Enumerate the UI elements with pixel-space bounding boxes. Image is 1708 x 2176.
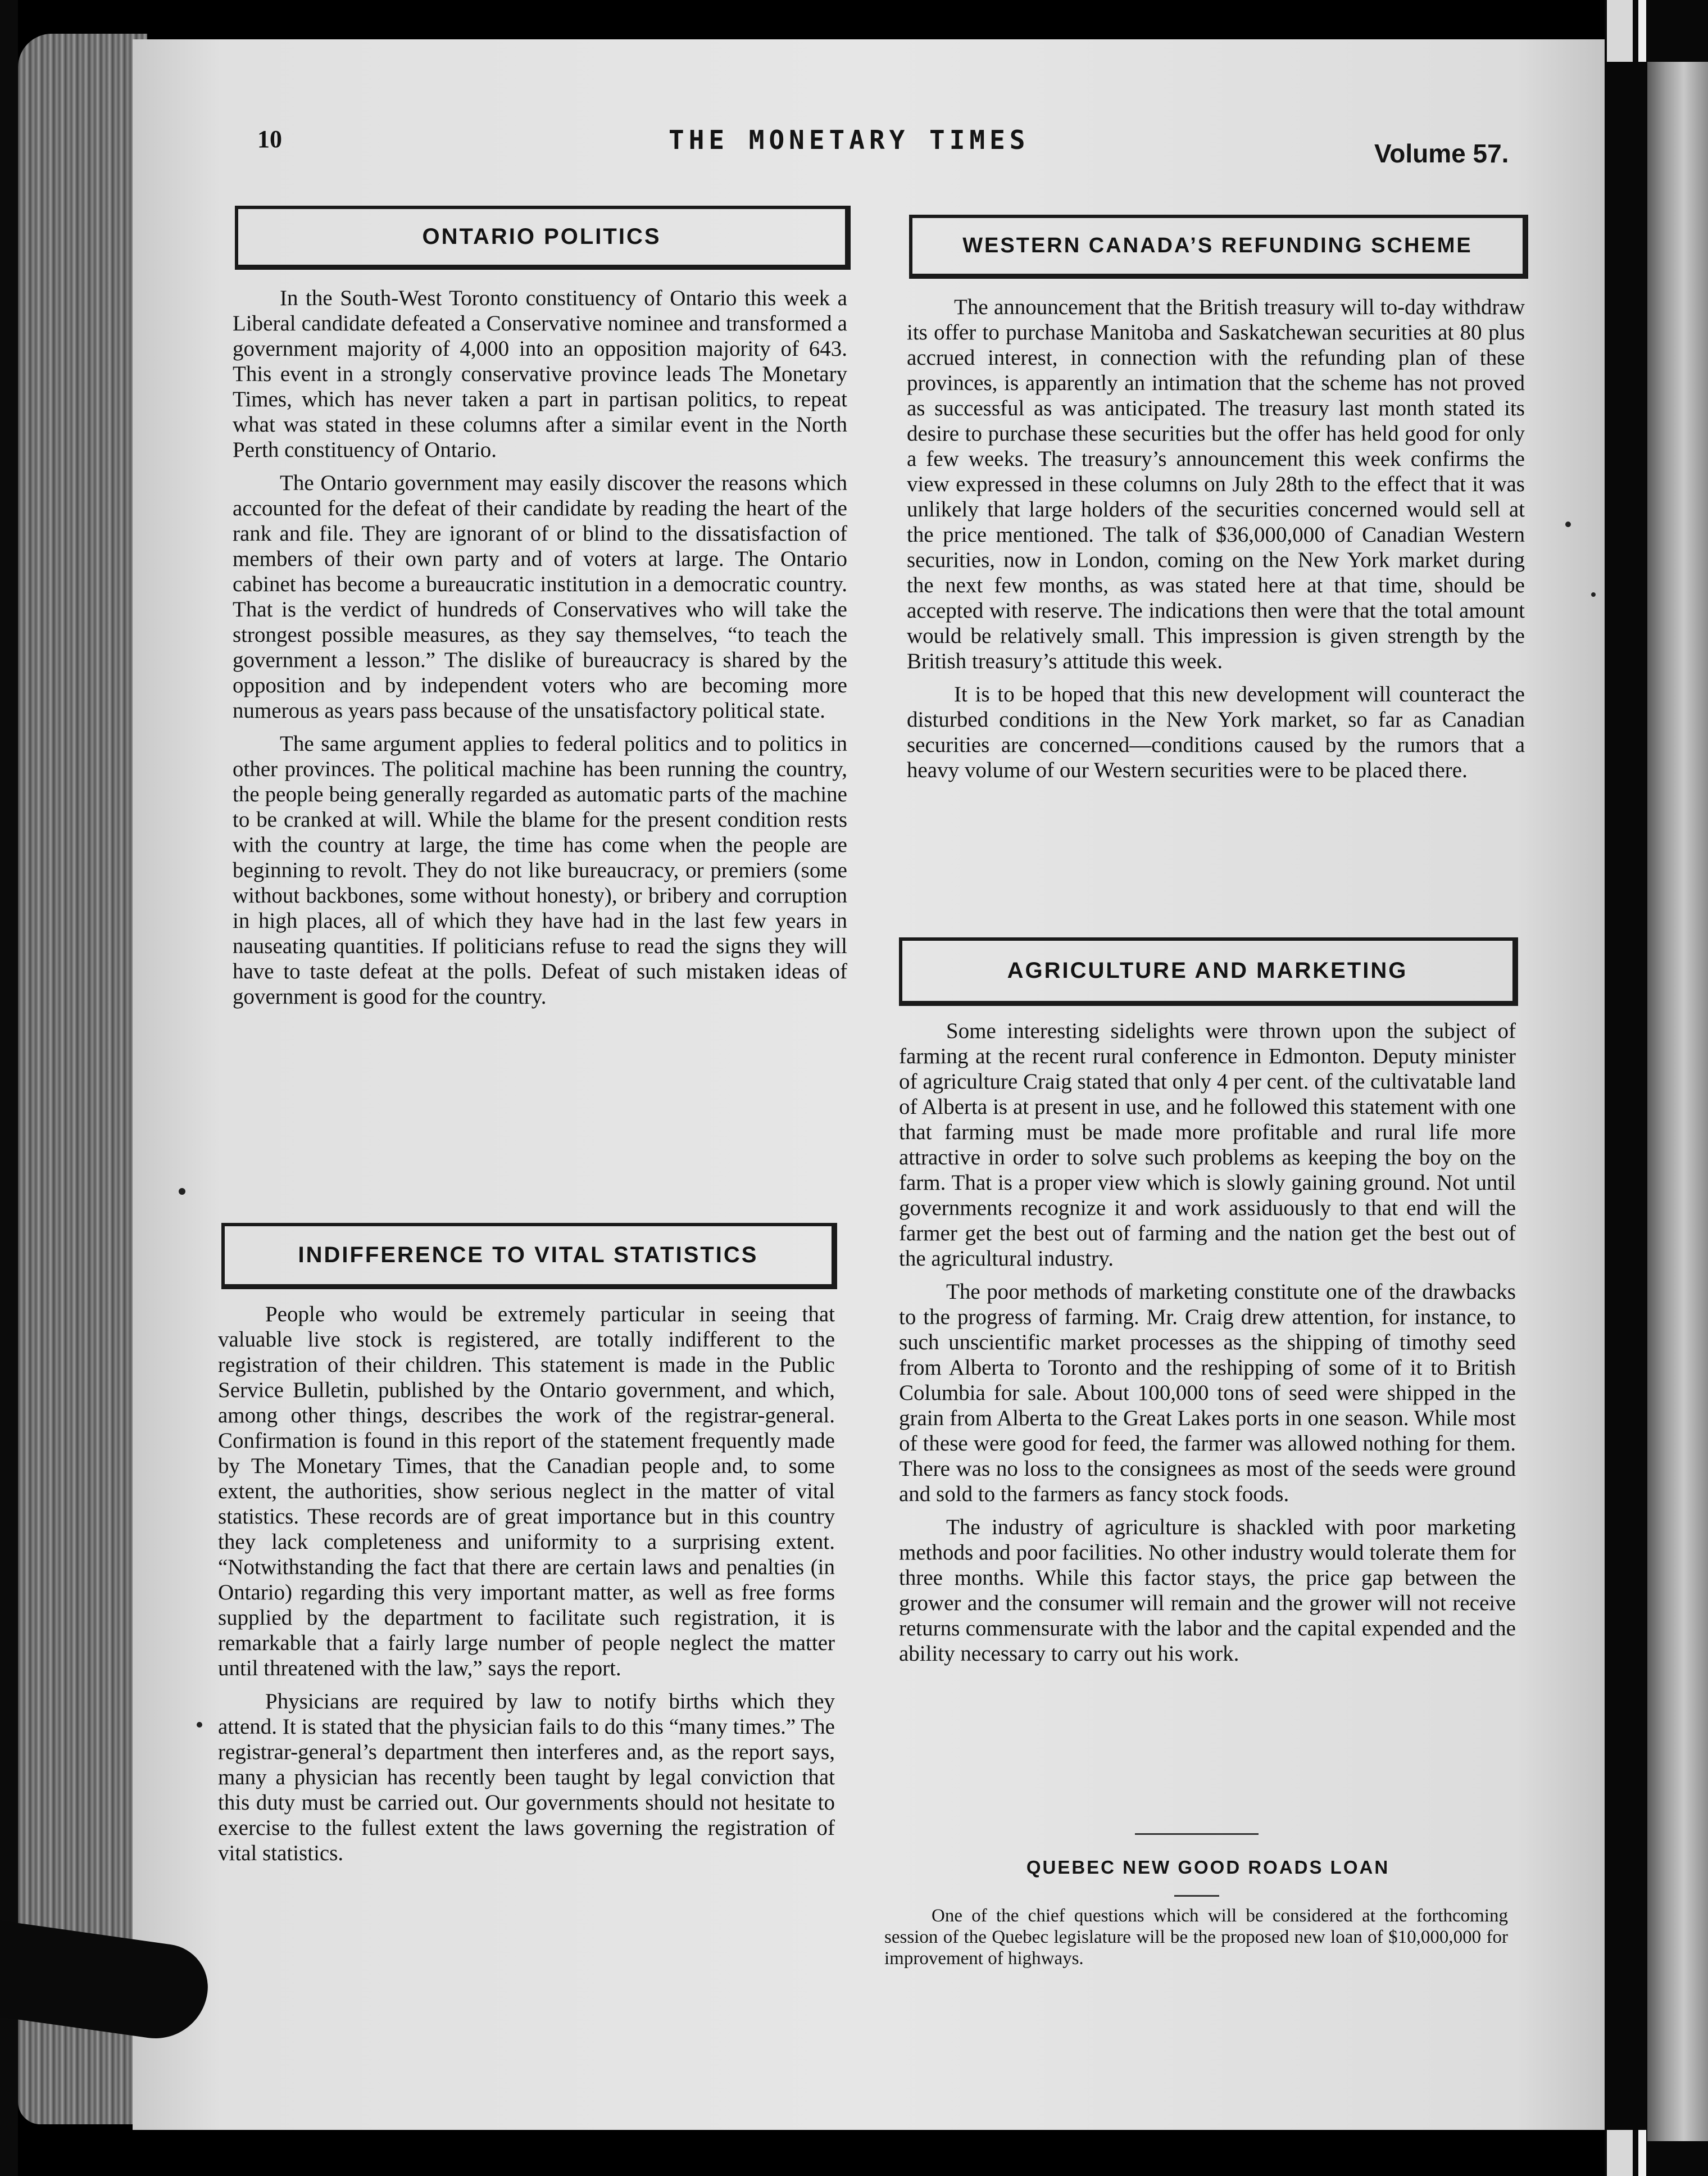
subheading-quebec-loan: QUEBEC NEW GOOD ROADS LOAN xyxy=(1026,1857,1390,1878)
article-western-refunding xyxy=(907,294,1525,783)
binding-clip-top xyxy=(1607,0,1633,62)
book-page-edges xyxy=(18,34,147,2124)
heading-box-western-refunding xyxy=(909,215,1528,279)
heading-box-ontario-politics xyxy=(235,206,851,270)
scan-speck xyxy=(1591,592,1596,597)
volume-label: Volume 57. xyxy=(1374,139,1509,168)
divider-rule-short xyxy=(1174,1895,1219,1897)
paragraph: In the South-West Toronto constituency of Ontario this week a Liberal candidate defeated a Conservative nominee and transformed a government majority of 4,000 into an opposition majority of 643. This event in a strongly conservative province leads The Monetary Times, which has never taken a part in partisan politics, to repeat what was stated in these columns after a similar event in the North Perth constituency of Ontario. xyxy=(233,286,847,462)
paragraph: The same argument applies to federal politics and to politics in other provinces. The political machine has been running the country, the people being generally regarded as automatic parts of the machine to be cranked at will. While the blame for the present condition rests with the country at large, the time has come when the people are beginning to revolt. They do not like bureaucracy, or premiers (some without backbones, some without honesty), or bribery and corruption in high places, all of which they have had in the last few years in nauseating quantities. If politicians refuse to read the signs they will have to taste defeat at the polls. Defeat of such mistaken ideas of government is good for the country. xyxy=(233,732,847,1009)
scan-speck xyxy=(197,1722,202,1728)
binding-clip-bottom xyxy=(1607,2130,1633,2176)
scan-left-border xyxy=(0,0,18,2176)
article-vital-statistics xyxy=(218,1302,835,1866)
paragraph: Physicians are required by law to notify births which they attend. It is stated that the physician fails to do this “many times.” The registrar-general’s department then interferes and, as the report says, many a physician has recently been taught by legal conviction that this duty must be carried out. Our governments should not hesitate to exercise to the fullest extent the laws governing the registration of vital statistics. xyxy=(218,1689,835,1865)
binding-clip-bottom-highlight xyxy=(1638,2130,1646,2176)
divider-rule xyxy=(1135,1833,1259,1835)
heading-box-agriculture xyxy=(899,937,1518,1006)
heading-western-refunding: WESTERN CANADA’S REFUNDING SCHEME xyxy=(962,234,1473,257)
binding-clip-top-highlight xyxy=(1638,0,1646,62)
paragraph: The Ontario government may easily discover the reasons which accounted for the defeat of their candidate by reading the heart of the rank and file. They are ignorant of or blind to the dissatisfaction of members of their own party and of voters at large. The Ontario cabinet has become a bureaucratic institution in a democratic country. That is the verdict of hundreds of Conservatives who will take the strongest possible measures, as they say themselves, “to teach the government a lesson.” The dislike of bureaucracy is shared by the opposition and by independent voters who are becoming more numerous as years pass because of the unsatisfactory political state. xyxy=(233,471,847,723)
paragraph: The industry of agriculture is shackled with poor marketing methods and poor facilities. No other industry would tolerate them for three months. While this factor stays, the price gap between the grower and the consumer will remain and the grower will not receive returns commensurate with the labor and the capital expended and the ability necessary to carry out his work. xyxy=(899,1515,1516,1666)
adjacent-page-strip xyxy=(1647,62,1708,2141)
article-agriculture xyxy=(899,1018,1516,1666)
paragraph: Some interesting sidelights were thrown upon the subject of farming at the recent rural conference in Edmonton. Deputy minister of agriculture Craig stated that only 4 per cent. of the cultivatable land of Alberta is at present in use, and he followed this statement with one that farming must be made more profitable and rural life more attractive in order to solve such problems as keeping the boy on the farm. That is a proper view which is slowly gaining ground. Not until governments recognize it and work assiduously to that end will the farmer get the best out of farming and the nation get the best out of the agricultural industry. xyxy=(899,1019,1516,1271)
heading-agriculture: AGRICULTURE AND MARKETING xyxy=(1007,958,1408,983)
masthead: THE MONETARY TIMES xyxy=(669,125,1030,155)
paragraph: It is to be hoped that this new development will counteract the disturbed conditions in the New York market, so far as Canadian securities are concerned—conditions caused by the rumors that a heavy volume of our Western securities were to be placed there. xyxy=(907,682,1525,782)
article-ontario-politics xyxy=(233,285,847,1009)
paragraph: The announcement that the British treasury will to-day withdraw its offer to purchase Manitoba and Saskatchewan securities at 80 plus accrued interest, in connection with the refunding plan of these provinces, is apparently an intimation that the scheme has not proved as successful as was anticipated. The treasury last month stated its desire to purchase these securities but the offer has held good for only a few weeks. The treasury’s announcement this week confirms the view expressed in these columns on July 28th to the effect that it was unlikely that large holders of the securities concerned would sell at the price mentioned. The talk of $36,000,000 of Canadian Western securities, now in London, coming on the New York market during the next few months, as was stated here at that time, should be accepted with reserve. The indications then were that the total amount would be relatively small. This impression is given strength by the British treasury’s attitude this week. xyxy=(907,295,1525,673)
scan-speck xyxy=(1565,522,1571,527)
paragraph: One of the chief questions which will be considered at the forthcoming session of the Quebec legislature will be the proposed new loan of $10,000,000 for improvement of highways. xyxy=(884,1906,1508,1969)
heading-vital-statistics: INDIFFERENCE TO VITAL STATISTICS xyxy=(298,1243,758,1267)
paragraph: People who would be extremely particular in seeing that valuable live stock is registered, are totally indifferent to the registration of their children. This statement is made in the Public Service Bulletin, published by the Ontario government, and which, among other things, describes the work of the registrar-general. Confirmation is found in this report of the statement frequently made by The Monetary Times, that the Canadian people and, to some extent, the authorities, show serious neglect in the matter of vital statistics. These records are of great importance but in this country they lack completeness and uniformity to a surprising extent. “Notwithstanding the fact that there are certain laws and penalties (in Ontario) regarding this very important matter, as well as free forms supplied by the department to facilitate such registration, it is remarkable that a fairly large number of people neglect the matter until threatened with the law,” says the report. xyxy=(218,1302,835,1680)
heading-box-vital-statistics xyxy=(221,1223,837,1289)
scan-speck xyxy=(179,1188,185,1195)
paragraph: The poor methods of marketing constitute one of the drawbacks to the progress of farming. Mr. Craig drew attention, for instance, to such unscientific market processes as the shipping of timothy seed from Alberta to Toronto and the reshipping of some of it to British Columbia for sale. About 100,000 tons of seed were shipped in the grain from Alberta to the Great Lakes ports in one season. While most of these were good for feed, the farmer was allowed nothing for them. There was no loss to the consignees as most of the seeds were ground and sold to the farmers as fancy stock foods. xyxy=(899,1280,1516,1506)
heading-ontario-politics: ONTARIO POLITICS xyxy=(422,224,661,249)
article-quebec-loan xyxy=(884,1905,1508,1969)
page-number: 10 xyxy=(257,125,282,153)
